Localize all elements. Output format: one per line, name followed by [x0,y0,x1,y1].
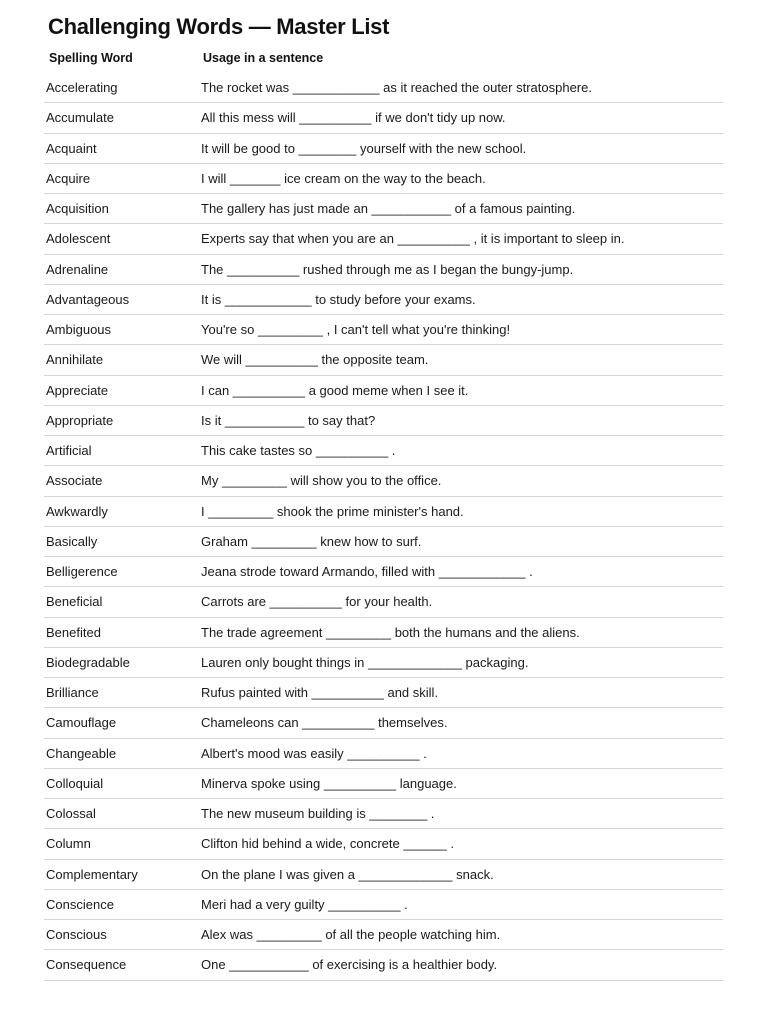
spelling-word: Brilliance [46,685,99,701]
spelling-word: Acquire [46,170,91,186]
usage-sentence: It is ____________ to study before your exams. [201,291,476,307]
table-row [44,103,723,133]
spelling-word: Colloquial [46,775,104,791]
spelling-word: Artificial [46,443,92,459]
spelling-word: Annihilate [46,352,104,368]
table-row [44,224,723,254]
spelling-word: Advantageous [46,291,130,307]
usage-sentence: I will _______ ice cream on the way to the beach. [201,170,486,186]
table-row [44,860,723,890]
usage-sentence: Lauren only bought things in _____________ packaging. [201,654,529,670]
table-row [44,829,723,859]
spelling-word: Accelerating [46,80,118,96]
table-row [44,739,723,769]
word-list [44,73,723,981]
usage-sentence: Clifton hid behind a wide, concrete ______ . [201,836,454,852]
table-row [44,406,723,436]
usage-sentence: Is it ___________ to say that? [201,412,376,428]
table-row [44,345,723,375]
table-row [44,648,723,678]
table-row [44,920,723,950]
table-row [44,799,723,829]
usage-sentence: Chameleons can __________ themselves. [201,715,448,731]
table-row [44,164,723,194]
usage-sentence: This cake tastes so __________ . [201,443,396,459]
spelling-word: Camouflage [46,715,117,731]
usage-sentence: Alex was _________ of all the people watching him. [201,927,501,943]
usage-sentence: The new museum building is ________ . [201,806,435,822]
spelling-word: Adolescent [46,231,111,247]
spelling-word: Belligerence [46,564,118,580]
table-row [44,890,723,920]
spelling-word: Consequence [46,957,127,973]
usage-sentence: You're so _________ , I can't tell what you're thinking! [201,322,511,338]
usage-sentence: All this mess will __________ if we don't tidy up now. [201,110,506,126]
table-row [44,587,723,617]
spelling-word: Changeable [46,745,117,761]
usage-sentence: The gallery has just made an ___________ of a famous painting. [201,201,576,217]
spelling-word: Acquaint [46,140,97,156]
usage-sentence: My _________ will show you to the office. [201,473,442,489]
column-header-spelling-word: Spelling Word [49,51,133,65]
table-row [44,194,723,224]
spelling-word: Accumulate [46,110,114,126]
usage-sentence: Jeana strode toward Armando, filled with ____________ . [201,564,533,580]
spelling-word: Benefited [46,624,101,640]
spelling-word: Awkwardly [46,503,108,519]
spelling-word: Beneficial [46,594,103,610]
table-row [44,497,723,527]
table-row [44,134,723,164]
usage-sentence: One ___________ of exercising is a healthier body. [201,957,498,973]
table-row [44,527,723,557]
usage-sentence: Experts say that when you are an __________ , it is important to sleep in. [201,231,625,247]
column-header-usage: Usage in a sentence [203,51,324,65]
usage-sentence: Albert's mood was easily __________ . [201,745,427,761]
table-row [44,708,723,738]
table-row [44,557,723,587]
table-row [44,376,723,406]
table-row [44,73,723,103]
usage-sentence: I can __________ a good meme when I see it. [201,382,469,398]
spelling-word: Associate [46,473,103,489]
spelling-word: Ambiguous [46,322,112,338]
usage-sentence: Rufus painted with __________ and skill. [201,685,439,701]
table-row [44,466,723,496]
usage-sentence: The __________ rushed through me as I began the bungy-jump. [201,261,574,277]
spelling-word: Appropriate [46,412,114,428]
table-row [44,618,723,648]
usage-sentence: The trade agreement _________ both the humans and the aliens. [201,624,580,640]
spelling-word: Conscience [46,896,114,912]
table-row [44,436,723,466]
spelling-word: Acquisition [46,201,109,217]
usage-sentence: We will __________ the opposite team. [201,352,429,368]
usage-sentence: Graham _________ knew how to surf. [201,533,422,549]
usage-sentence: Minerva spoke using __________ language. [201,775,457,791]
spelling-word: Colossal [46,806,96,822]
usage-sentence: Meri had a very guilty __________ . [201,896,408,912]
spelling-word: Appreciate [46,382,109,398]
spelling-word: Biodegradable [46,654,130,670]
spelling-word: Column [46,836,91,852]
table-row [44,769,723,799]
usage-sentence: I _________ shook the prime minister's hand. [201,503,464,519]
spelling-word: Basically [46,533,98,549]
table-row [44,950,723,980]
table-row [44,285,723,315]
usage-sentence: It will be good to ________ yourself with the new school. [201,140,527,156]
page-title: Challenging Words — Master List [48,14,390,39]
table-row [44,315,723,345]
table-row [44,255,723,285]
usage-sentence: The rocket was ____________ as it reached the outer stratosphere. [201,80,592,96]
usage-sentence: Carrots are __________ for your health. [201,594,433,610]
spelling-word: Conscious [46,927,107,943]
table-row [44,678,723,708]
spelling-word: Adrenaline [46,261,109,277]
spelling-word: Complementary [46,866,138,882]
usage-sentence: On the plane I was given a _____________ snack. [201,866,494,882]
